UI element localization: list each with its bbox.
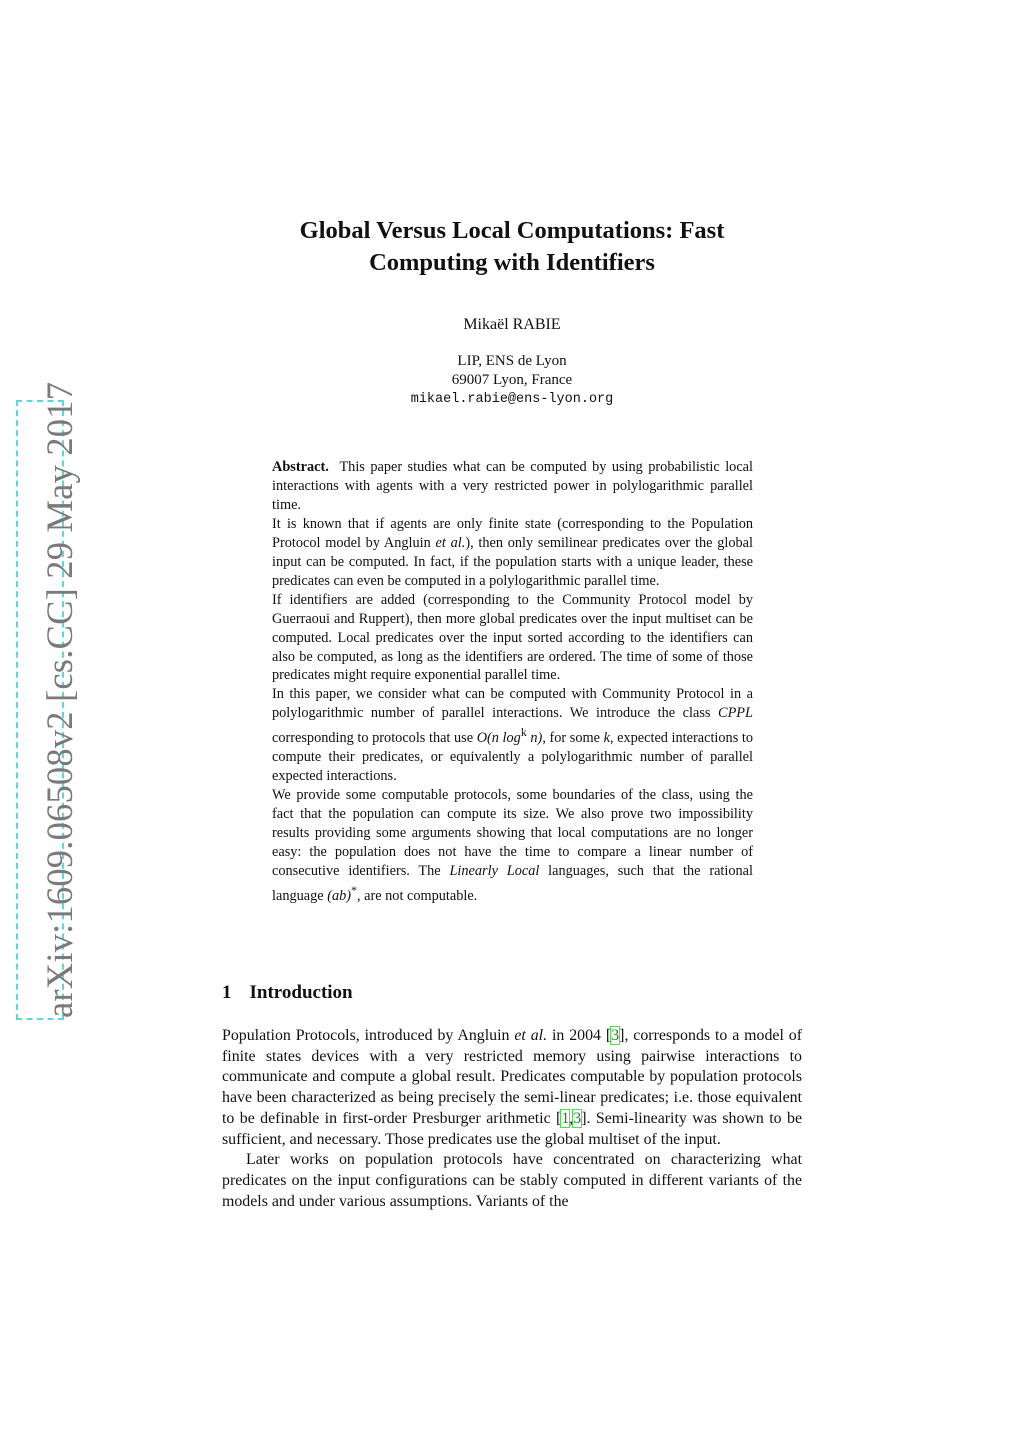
abstract-text-5c: , are not computable.	[356, 887, 478, 904]
abstract-text-2a: It is known that if agents are only finite state (corresponding to the Population Protocol model by Angluin	[272, 515, 753, 551]
title-line-2: Computing with Identifiers	[369, 249, 655, 276]
rational-language: (ab)	[327, 887, 352, 904]
citation-link-3[interactable]: 3	[611, 1027, 620, 1044]
abstract-paragraph-1	[272, 458, 753, 515]
section-number: 1	[222, 982, 232, 1003]
variable-k: k	[603, 730, 610, 747]
abstract-text-5a: We provide some computable protocols, some boundaries of the class, using the fact that the population can compute its size. We also prove two impossibility results providing some arguments showing that local computations are no longer easy: the population does not have the time to compare a linear number of consecutive identifiers. The	[272, 786, 753, 879]
class-name-cppl: CPPL	[718, 705, 753, 722]
abstract-label: Abstract.	[272, 459, 329, 475]
abstract	[272, 458, 753, 905]
section-heading-introduction	[222, 982, 353, 1004]
abstract-text-2b: ), then only semilinear predicates over the global input can be computed. In fact, if the population starts with a unique leader, these predicates can even be computed in a polylogarithmic parallel time.	[272, 534, 753, 589]
intro-text-1b: in 2004	[547, 1027, 606, 1044]
arxiv-identifier[interactable]: arXiv:1609.06508v2 [cs.CC] 29 May 2017	[39, 381, 80, 1018]
affiliation-address: 69007 Lyon, France	[451, 372, 573, 388]
complexity-expression: O(n log	[476, 730, 521, 747]
abstract-paragraph-5	[272, 786, 753, 905]
intro-text-1c: , corresponds to a model of finite states devices with a very restricted memory using pairwise interactions to communicate and compute a global result. Predicates computable by population protocols have been characterized as being precisely the semi-linear predicates; i.e. those equivalent to be definable in first-order Presburger arithmetic	[222, 1027, 803, 1127]
abstract-text-4a: In this paper, we consider what can be computed with Community Protocol in a polylogarithmic number of parallel interactions. We introduce the class	[272, 686, 753, 722]
intro-text-1a: Population Protocols, introduced by Angluin	[222, 1027, 515, 1044]
abstract-text-5b: languages, such that the rational language	[272, 862, 753, 904]
author-name: Mikaël RABIE	[463, 316, 561, 333]
citation-link-3b[interactable]: 3	[573, 1109, 582, 1127]
citation-link-1[interactable]: 1	[561, 1109, 570, 1127]
abstract-text-1: This paper studies what can be computed by using probabilistic local interactions with agents with a very restricted power in polylogarithmic parallel time.	[272, 459, 753, 513]
author-email[interactable]: mikael.rabie@ens-lyon.org	[410, 392, 614, 407]
intro-paragraph-1: Population Protocols, introduced by Angluin et al. in 2004 [3], corresponds to a model of finite states devices with a very restricted memory using pairwise interactions to communicate and compute a global result. Predicates computable by population protocols have been characterized as being precisely the semi-linear predicates; i.e. those equivalent to be definable in first-order Presburger arithmetic [1,3]. Semi-linearity was shown to be sufficient, and necessary. Those predicates use the global multiset of the input.	[222, 1027, 803, 1148]
intro-text-1d: . Semi-linearity was shown to be sufficient, and necessary. Those predicates use the global multiset of the input.	[222, 1109, 802, 1148]
complexity-expression-end: n)	[526, 730, 543, 747]
section-title: Introduction	[249, 982, 353, 1003]
abstract-text-4d: , expected interactions to compute their predicates, or equivalently a polylogarithmic number of parallel expected interactions.	[272, 730, 753, 785]
abstract-paragraph-3: If identifiers are added (corresponding to the Community Protocol model by Guerraoui and Ruppert), then more global predicates over the input multiset can be computed. Local predicates over the input sorted according to the identifiers can also be computed, as long as the identifiers are ordered. The time of some of those predicates might require exponential parallel time.	[272, 591, 753, 684]
complexity-exponent: k	[520, 725, 527, 740]
intro-etal: et al.	[514, 1027, 548, 1044]
kleene-star: *	[351, 882, 357, 897]
introduction-body	[222, 1026, 802, 1212]
affiliation-institution: LIP, ENS de Lyon	[457, 353, 567, 369]
title-line-1: Global Versus Local Computations: Fast	[299, 217, 725, 244]
intro-paragraph-2: Later works on population protocols have concentrated on characterizing what predicates on the input configurations can be stably computed in different variants of the models and under various assumptions. Variants of the	[222, 1151, 802, 1210]
abstract-text-4c: , for some	[542, 730, 604, 747]
abstract-etal: et al.	[435, 534, 466, 551]
term-linearly-local: Linearly Local	[449, 862, 540, 879]
abstract-text-4b: corresponding to protocols that use	[272, 730, 477, 747]
abstract-paragraph-4	[272, 685, 753, 786]
paper-title	[220, 215, 804, 279]
abstract-paragraph-2	[272, 515, 753, 591]
affiliation	[220, 352, 804, 409]
